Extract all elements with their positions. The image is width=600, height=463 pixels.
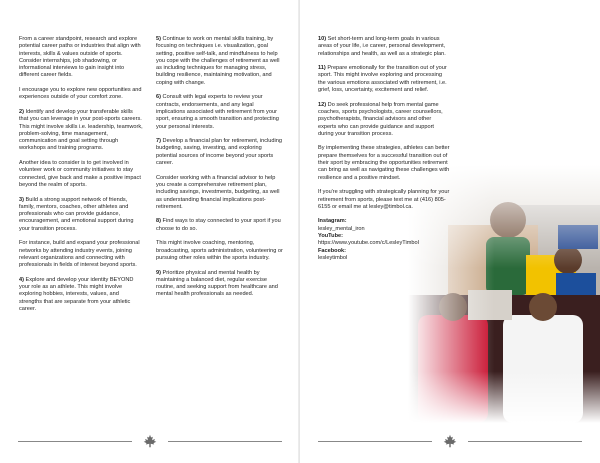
item-text: Identify and develop your transferable skills that you can leverage in your post-sports careers. This might involve skills i.e. leadership, teamwork, problem-solving, time management, communication and goal setting through workshops and training programs. — [19, 108, 143, 152]
numbered-paragraph — [156, 218, 284, 233]
facebook-label: Facebook: — [318, 247, 346, 254]
item-text: Find ways to stay connected to your sport if you choose to do so. — [156, 218, 281, 232]
numbered-paragraph — [19, 197, 143, 233]
numbered-paragraph — [156, 270, 284, 299]
footer-rule-right — [168, 441, 282, 442]
footer-rule-left — [318, 441, 432, 442]
youtube-link[interactable]: https://www.youtube.com/c/LesleyTimbol — [318, 240, 419, 247]
item-text: Prioritize physical and mental health by maintaining a balanced diet, regular exercise routine, and seeking support from healthcare and mental health professionals as needed. — [156, 269, 278, 298]
numbered-paragraph — [156, 138, 284, 167]
paragraph: This might involve coaching, mentoring, broadcasting, sports administration, volunteering or pursuing other roles within the sports industry. — [156, 240, 283, 261]
item-number: 12) — [318, 101, 327, 108]
paragraph: By implementing these strategies, athletes can better prepare themselves for a successful transition out of their sport by embracing the opportunities retirement can bring as well as navigating these challenges with resilience and a positive mindset. — [318, 145, 450, 181]
paragraph: Another idea to consider is to get involved in volunteer work or community initiatives to stay connected, give back and make a positive impact beyond the realm of sports. — [19, 160, 141, 188]
item-number: 9) — [156, 269, 161, 276]
footer-rule-left — [18, 441, 132, 442]
left-column-2 — [156, 36, 284, 306]
item-text: Prepare emotionally for the transition out of your sport. This might involve exploring and processing the various emotions associated with retirement, i.e. grief, loss, uncertainty, excitement and relief. — [318, 65, 447, 94]
social-links — [318, 218, 450, 262]
youtube-label: YouTube: — [318, 233, 343, 240]
item-number: 3) — [19, 196, 24, 203]
paragraph: I encourage you to explore new opportunities and experiences outside of your comfort zone. — [19, 87, 142, 101]
left-column-1 — [19, 36, 143, 321]
item-text: Set short-term and long-term goals in various areas of your life, i.e career, personal development, relationships and health, as well as a strategic plan. — [318, 36, 446, 57]
facebook-handle[interactable]: lesleytimbol — [318, 254, 348, 261]
maple-leaf-icon — [143, 434, 157, 448]
numbered-paragraph — [19, 277, 143, 313]
numbered-paragraph — [19, 109, 143, 153]
item-number: 8) — [156, 218, 161, 225]
item-text: Continue to work on mental skills training, by focusing on techniques i.e. visualization, goal setting, positive self-talk, and mindfulness to help you cope with the challenges of retirement as well as including techniques for managing stress, building resilience, maintaining motivation, and coping with change. — [156, 36, 280, 86]
instagram-handle[interactable]: lesley_mental_iron — [318, 225, 365, 232]
item-text: Do seek professional help from mental game coaches, sports psychologists, career counsellors, psychotherapists, financial advisors and other experts who can provide guidance and support during your transition process. — [318, 101, 443, 137]
paragraph: For instance, build and expand your professional networks by attending industry events, joining relevant organizations and connecting with professionals in fields of interest beyond sports. — [19, 240, 140, 269]
item-text: Explore and develop your identity BEYOND your role as an athlete. This might involve exploring hobbies, interests, values, and strengths that are separate from your athletic career. — [19, 276, 134, 312]
item-number: 4) — [19, 276, 24, 283]
right-column — [318, 36, 450, 262]
numbered-paragraph — [318, 36, 450, 58]
item-text: Consult with legal experts to review your contracts, endorsements, and any legal implications associated with retirement from your sport, ensuring a smooth transition and protecting your personal interests. — [156, 94, 279, 130]
numbered-paragraph — [318, 102, 450, 138]
numbered-paragraph — [156, 36, 284, 87]
item-text: Develop a financial plan for retirement, including budgeting, saving, investing, and exploring potential sources of income beyond your sports career. — [156, 138, 282, 167]
instagram-label: Instagram: — [318, 218, 347, 225]
numbered-paragraph — [318, 65, 450, 94]
item-number: 6) — [156, 94, 161, 101]
item-number: 11) — [318, 65, 326, 72]
paragraph: Consider working with a financial advisor to help you create a comprehensive retirement plan, including savings, investments, budgeting, as well as understanding financial implications post-retirement. — [156, 174, 280, 210]
numbered-paragraph — [156, 94, 284, 130]
item-number: 7) — [156, 138, 161, 145]
right-page — [300, 0, 600, 463]
maple-leaf-icon — [443, 434, 457, 448]
contact-paragraph: If you're struggling with strategically planning for your retirement from sports, please text me at (416) 805-6155 or email me at lesley@timbol.ca. — [318, 189, 450, 210]
item-number: 2) — [19, 108, 24, 115]
item-number: 10) — [318, 36, 327, 42]
item-text: Build a strong support network of friends, family, mentors, coaches, other athletes and professionals who can provide guidance, encouragement, and emotional support during your transition process. — [19, 196, 134, 232]
footer-rule-right — [468, 441, 582, 442]
paragraph: From a career standpoint, research and explore potential career paths or industries that align with interests, skills & values outside of sports. Consider internships, job shadowing, or informational interviews to gain insight into different career fields. — [19, 36, 141, 79]
item-number: 5) — [156, 36, 161, 42]
